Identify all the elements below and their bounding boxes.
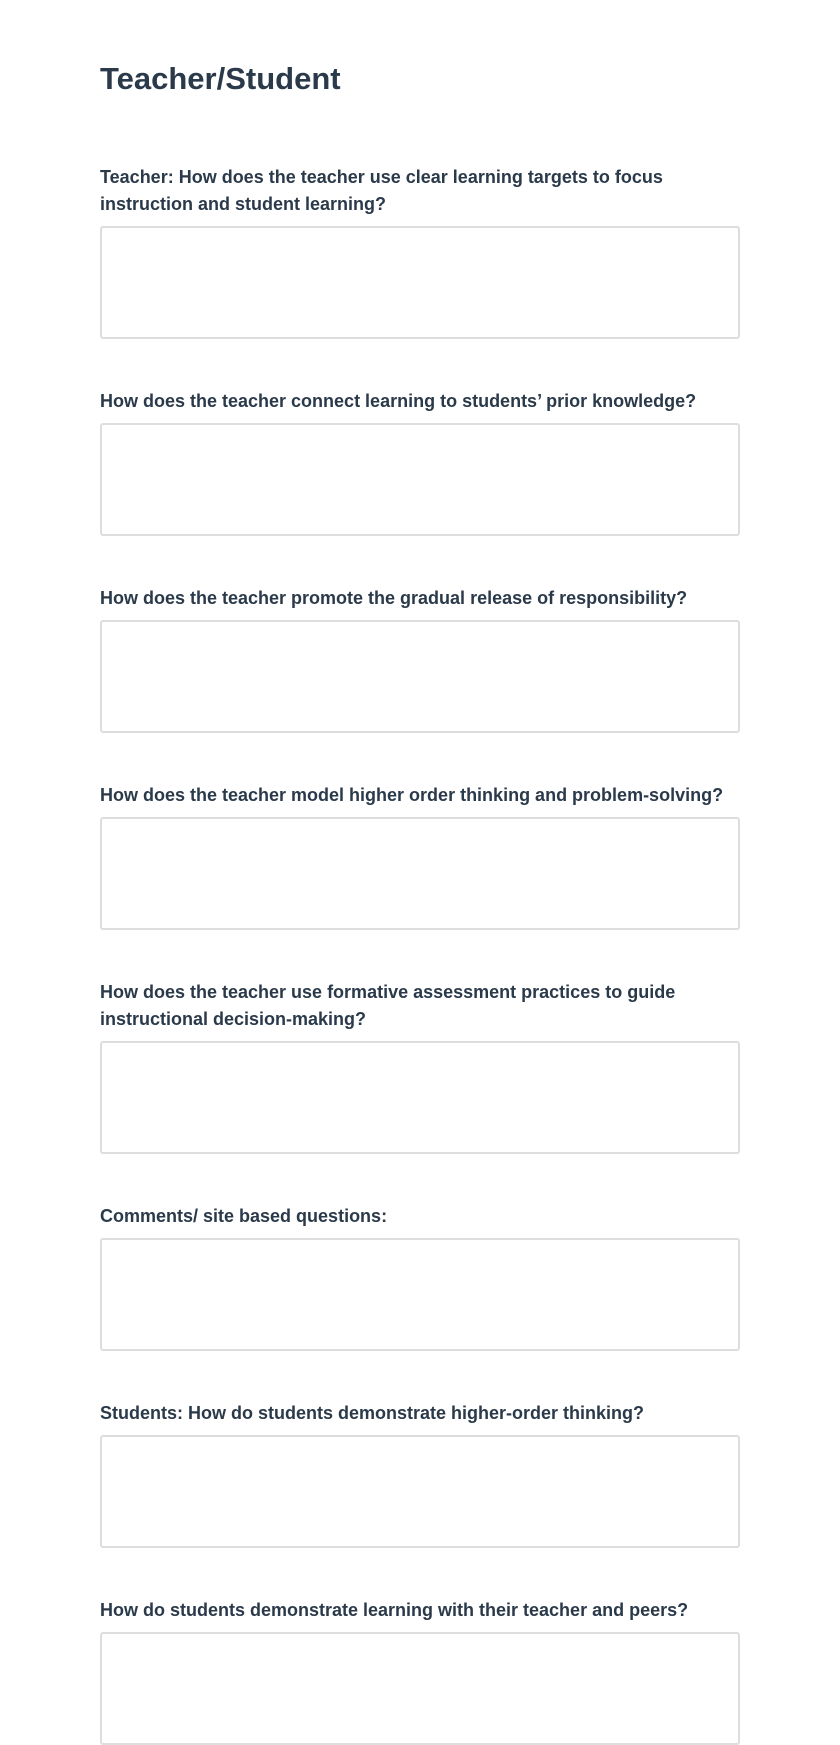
question-label: How does the teacher promote the gradual release of responsibility? <box>100 588 688 608</box>
question-label: Teacher: How does the teacher use clear learning targets to focus instruction and student learning? <box>100 167 663 214</box>
question-label: How does the teacher use formative assessment practices to guide instructional decision-making? <box>100 982 676 1029</box>
question-block <box>100 164 740 339</box>
answer-textarea-learning-with-peers[interactable] <box>100 1632 740 1745</box>
answer-textarea-comments[interactable] <box>100 1238 740 1351</box>
question-label: How does the teacher connect learning to students’ prior knowledge? <box>100 391 697 411</box>
question-block <box>100 585 740 733</box>
question-label: How does the teacher model higher order thinking and problem-solving? <box>100 785 724 805</box>
answer-textarea-gradual-release[interactable] <box>100 620 740 733</box>
answer-textarea-clear-learning-targets[interactable] <box>100 226 740 339</box>
question-label: Comments/ site based questions: <box>100 1206 388 1226</box>
page-title: Teacher/Student <box>100 61 341 96</box>
answer-textarea-prior-knowledge[interactable] <box>100 423 740 536</box>
answer-textarea-higher-order-modeling[interactable] <box>100 817 740 930</box>
answer-textarea-student-higher-order[interactable] <box>100 1435 740 1548</box>
question-block <box>100 1400 740 1548</box>
question-block <box>100 388 740 536</box>
question-block <box>100 1597 740 1745</box>
question-block <box>100 782 740 930</box>
question-label: How do students demonstrate learning with their teacher and peers? <box>100 1600 689 1620</box>
question-label: Students: How do students demonstrate higher-order thinking? <box>100 1403 645 1423</box>
question-block <box>100 1203 740 1351</box>
answer-textarea-formative-assessment[interactable] <box>100 1041 740 1154</box>
question-block <box>100 979 740 1154</box>
